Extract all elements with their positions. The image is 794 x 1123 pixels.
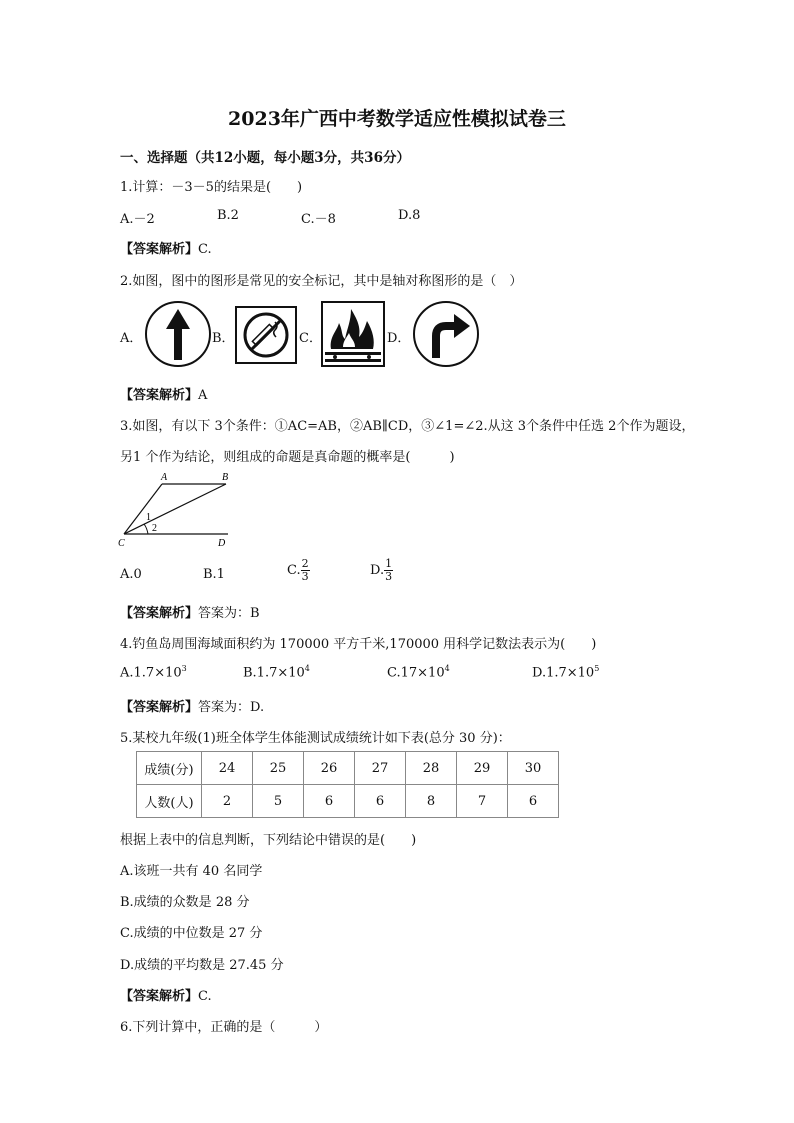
table-cell: 2 — [202, 785, 253, 818]
q5-option-c: C.成绩的中位数是 27 分 — [120, 926, 263, 941]
q5-option-d: D.成绩的平均数是 27.45 分 — [120, 958, 284, 973]
fire-sign-icon — [321, 301, 385, 367]
q3-stem-line2: 另1 个作为结论，则组成的命题是真命题的概率是( ) — [120, 450, 455, 465]
q3-answer-value: 答案为：B — [198, 606, 260, 621]
fraction — [301, 558, 310, 583]
table-cell: 24 — [202, 752, 253, 785]
q3-answer — [120, 602, 260, 621]
exponent: 4 — [444, 664, 450, 673]
score-table — [136, 751, 559, 818]
q4-option-c — [387, 664, 450, 680]
exponent: 4 — [304, 664, 310, 673]
q1-stem: 1.计算：－3－5的结果是( ) — [120, 180, 303, 195]
q1-option-a: A.－2 — [120, 212, 155, 227]
q4-option-b — [243, 664, 310, 680]
q4-option-b-base: B.1.7×10 — [243, 665, 305, 681]
q2-answer-value: A — [198, 388, 208, 403]
q2-option-d-letter: D． — [387, 331, 411, 346]
label-b: B — [222, 472, 229, 483]
q2-option-a-letter: A． — [120, 331, 143, 346]
q1-option-d: D.8 — [398, 208, 421, 223]
table-cell: 成绩(分) — [137, 752, 202, 785]
q4-option-a-base: A.1.7×10 — [120, 665, 182, 681]
table-cell: 6 — [355, 785, 406, 818]
q2-option-c-letter: C． — [299, 331, 322, 346]
table-cell: 6 — [304, 785, 355, 818]
no-smoking-sign-icon — [235, 306, 297, 364]
q4-option-d-base: D.1.7×10 — [532, 665, 595, 681]
table-row — [137, 785, 559, 818]
q1-option-b: B.2 — [217, 208, 239, 223]
q5-stem: 5.某校九年级(1)班全体学生体能测试成绩统计如下表(总分 30 分)： — [120, 731, 511, 746]
q5-answer — [120, 985, 212, 1004]
q3-option-a: A.0 — [120, 567, 142, 582]
table-cell: 7 — [457, 785, 508, 818]
table-cell: 人数(人) — [137, 785, 202, 818]
table-cell: 28 — [406, 752, 457, 785]
section-heading: 一、选择题（共12小题，每小题3分，共36分） — [120, 150, 410, 166]
numerator: 1 — [385, 557, 393, 570]
answer-label: 【答案解析】 — [120, 606, 199, 621]
q3-stem-line1: 3.如图，有以下 3个条件：①AC=AB，②AB∥CD，③∠1=∠2.从这 3个条件中任选 2个作为题设， — [120, 419, 695, 434]
answer-label: 【答案解析】 — [120, 242, 199, 257]
numerator: 2 — [301, 557, 309, 570]
table-cell: 6 — [508, 785, 559, 818]
up-arrow-sign-icon — [144, 300, 212, 368]
table-cell: 30 — [508, 752, 559, 785]
table-cell: 5 — [253, 785, 304, 818]
label-a: A — [161, 472, 168, 483]
table-cell: 29 — [457, 752, 508, 785]
q3-option-c-prefix: C. — [287, 563, 301, 578]
table-cell: 26 — [304, 752, 355, 785]
q2-option-b-letter: B． — [212, 331, 235, 346]
q4-option-a — [120, 664, 187, 680]
q1-answer — [120, 238, 212, 257]
table-cell: 27 — [355, 752, 406, 785]
q3-option-d-prefix: D. — [370, 563, 385, 578]
geometry-figure — [114, 470, 244, 552]
q3-option-c — [287, 558, 310, 583]
q3-option-d — [370, 558, 393, 583]
answer-label: 【答案解析】 — [120, 388, 199, 403]
q2-stem: 2.如图，图中的图形是常见的安全标记，其中是轴对称图形的是（ ） — [120, 274, 523, 289]
q4-answer — [120, 696, 264, 715]
denominator: 3 — [301, 570, 309, 583]
label-angle-1: 1 — [146, 512, 151, 523]
q4-option-c-base: C.17×10 — [387, 665, 445, 681]
q5-question: 根据上表中的信息判断，下列结论中错误的是( ) — [120, 833, 417, 848]
right-turn-sign-icon — [412, 300, 480, 368]
exponent: 3 — [181, 664, 187, 673]
q4-stem: 4.钓鱼岛周围海域面积约为 170000 平方千米,170000 用科学记数法表示为( ) — [120, 637, 597, 652]
page-title: 2023年广西中考数学适应性模拟试卷三 — [228, 108, 566, 130]
label-d: D — [218, 538, 226, 549]
q1-answer-value: C. — [198, 242, 212, 257]
label-c: C — [118, 538, 125, 549]
q6-stem: 6.下列计算中，正确的是（ ） — [120, 1020, 328, 1035]
table-cell: 8 — [406, 785, 457, 818]
table-row — [137, 752, 559, 785]
answer-label: 【答案解析】 — [120, 700, 199, 715]
q5-option-a: A.该班一共有 40 名同学 — [120, 864, 263, 879]
fraction — [384, 558, 393, 583]
q5-answer-value: C. — [198, 989, 212, 1004]
exponent: 5 — [594, 664, 600, 673]
table-cell: 25 — [253, 752, 304, 785]
denominator: 3 — [385, 570, 393, 583]
q5-option-b: B.成绩的众数是 28 分 — [120, 895, 250, 910]
answer-label: 【答案解析】 — [120, 989, 199, 1004]
q3-option-b: B.1 — [203, 567, 225, 582]
q2-answer — [120, 384, 207, 403]
q4-option-d — [532, 664, 599, 680]
q4-answer-value: 答案为：D. — [198, 700, 265, 715]
q1-option-c: C.－8 — [301, 212, 336, 227]
label-angle-2: 2 — [152, 523, 157, 534]
